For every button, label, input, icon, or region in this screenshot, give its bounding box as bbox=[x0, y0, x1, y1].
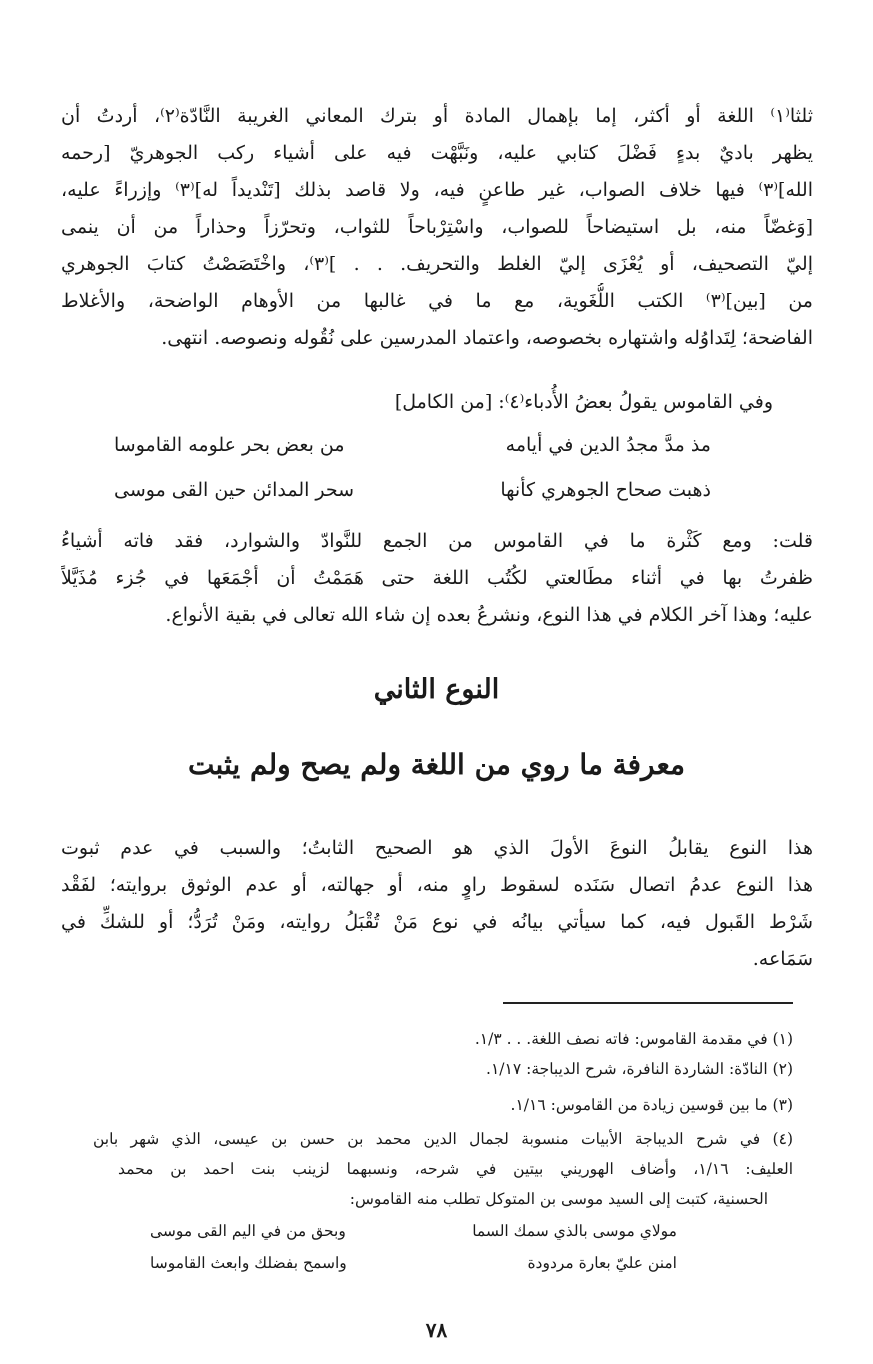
paragraph-3 bbox=[61, 830, 813, 978]
section-title: النوع الثاني bbox=[373, 674, 500, 705]
footnote-3: (٣) ما بين قوسين زيادة من القاموس: ١/١٦. bbox=[510, 1096, 793, 1114]
footnote-verse-1-first: مولاي موسى بالذي سمك السما bbox=[472, 1222, 677, 1240]
text-line: إليّ التصحيف، أو يُعْزَى إليّ الغلط والتحريف. . . ]⁽٣⁾، واخْتَصَصْتُ كتابَ الجوهري bbox=[61, 253, 813, 275]
verse-intro: وفي القاموس يقولُ بعضُ الأُدباء⁽٤⁾: [من الكامل] bbox=[394, 391, 773, 413]
verse-1-first-hemistich: مذ مدَّ مجدُ الدين في أيامه bbox=[505, 434, 711, 456]
text-line: [وَغضّاً منه، بل استيضاحاً للصواب، واسْتِرْباحاً للثواب، وتحرّزاً وحذاراً من أن ينمى bbox=[61, 216, 813, 238]
verse-2-second-hemistich: سحر المدائن حين القى موسى bbox=[114, 479, 355, 501]
text-line: ظفرتُ بها في أثناء مطَالعتي لكُتُب اللغة حتى هَمَمْتُ أن أجْمَعَها في جُزء مُذَيَّلاً bbox=[61, 567, 813, 589]
footnote-4-line: (٤) في شرح الديباجة الأبيات منسوبة لجمال الدين محمد بن حسن بن عيسى، الذي شهر بابن bbox=[93, 1130, 793, 1148]
footnote-4-line: الحسنية، كتبت إلى السيد موسى بن المتوكل تطلب منه القاموس: bbox=[349, 1190, 768, 1208]
footnote-verse-1-second: وبحق من في اليم القى موسى bbox=[150, 1222, 346, 1240]
footnote-1: (١) في مقدمة القاموس: فاته نصف اللغة. . . ١/٣. bbox=[474, 1030, 793, 1048]
text-line: ثلثا⁽١⁾ اللغة أو أكثر، إما بإهمال المادة أو بترك المعاني الغريبة النَّادّة⁽٢⁾، أردتُ أن bbox=[61, 105, 813, 127]
verse-2-first-hemistich: ذهبت صحاح الجوهري كأنها bbox=[500, 479, 711, 501]
footnote-4-line: العليف: ١/١٦، وأضاف الهوريني بيتين في شرحه، ونسبهما لزينب بنت احمد بن محمد bbox=[118, 1160, 793, 1178]
text-line: الله]⁽٣⁾ فيها خلاف الصواب، غير طاعنٍ فيه، ولا قاصد بذلك [تَنْديداً له]⁽٣⁾ وإزراءً عليه، bbox=[61, 179, 813, 201]
text-line: سَمَاعه. bbox=[752, 948, 813, 970]
text-line: هذا النوع عدمُ اتصال سَنَده لسقوط راوٍ منه، أو جهالته، أو عدم الوثوق بروايته؛ لفَقْد bbox=[61, 874, 813, 896]
verse-1-second-hemistich: من بعض بحر علومه القاموسا bbox=[114, 434, 345, 456]
text-line: عليه؛ وهذا آخر الكلام في هذا النوع، ونشرعُ بعده إن شاء الله تعالى في بقية الأنواع. bbox=[165, 604, 813, 626]
footnote-verse-2-first: امنن عليّ بعارة مردودة bbox=[527, 1254, 677, 1272]
text-line: يظهر باديٌ بدءٍ فَضْلَ كتابي عليه، ونَبَّهْت فيه على أشياء ركب الجوهريّ [رحمه bbox=[61, 142, 813, 164]
page-number: ٧٨ bbox=[425, 1318, 448, 1342]
footnote-2: (٢) النادّة: الشاردة النافرة، شرح الديباجة: ١/١٧. bbox=[486, 1060, 793, 1078]
paragraph-2 bbox=[61, 523, 813, 634]
text-line: شَرْط القَبول فيه، كما سيأتي بيانُه في نوع مَنْ تُقْبَلُ روايته، ومَنْ تُرَدُّ؛ أو للشكِّ في bbox=[61, 911, 813, 933]
text-line: الفاضحة؛ لِتَداوُله واشتهاره بخصوصه، واعتماد المدرسين على نُقُوله ونصوصه. انتهى. bbox=[161, 327, 813, 349]
paragraph-1 bbox=[61, 98, 813, 357]
footnote-verse-2-second: واسمح بفضلك وابعث القاموسا bbox=[150, 1254, 347, 1272]
text-line: من [بين]⁽٣⁾ الكتب اللُّغَوية، مع ما في غالبها من الأوهام الواضحة، والأغلاط bbox=[61, 290, 813, 312]
section-subtitle: معرفة ما روي من اللغة ولم يصح ولم يثبت bbox=[188, 748, 685, 781]
text-line: هذا النوع يقابلُ النوعَ الأولَ الذي هو الصحيح الثابتُ؛ والسبب في عدم ثبوت bbox=[61, 837, 813, 859]
text-line: قلت: ومع كَثْرة ما في القاموس من الجمع للنَّوادّ والشوارد، فقد فاته أشياءُ bbox=[61, 530, 813, 552]
footnote-separator bbox=[503, 1002, 793, 1004]
